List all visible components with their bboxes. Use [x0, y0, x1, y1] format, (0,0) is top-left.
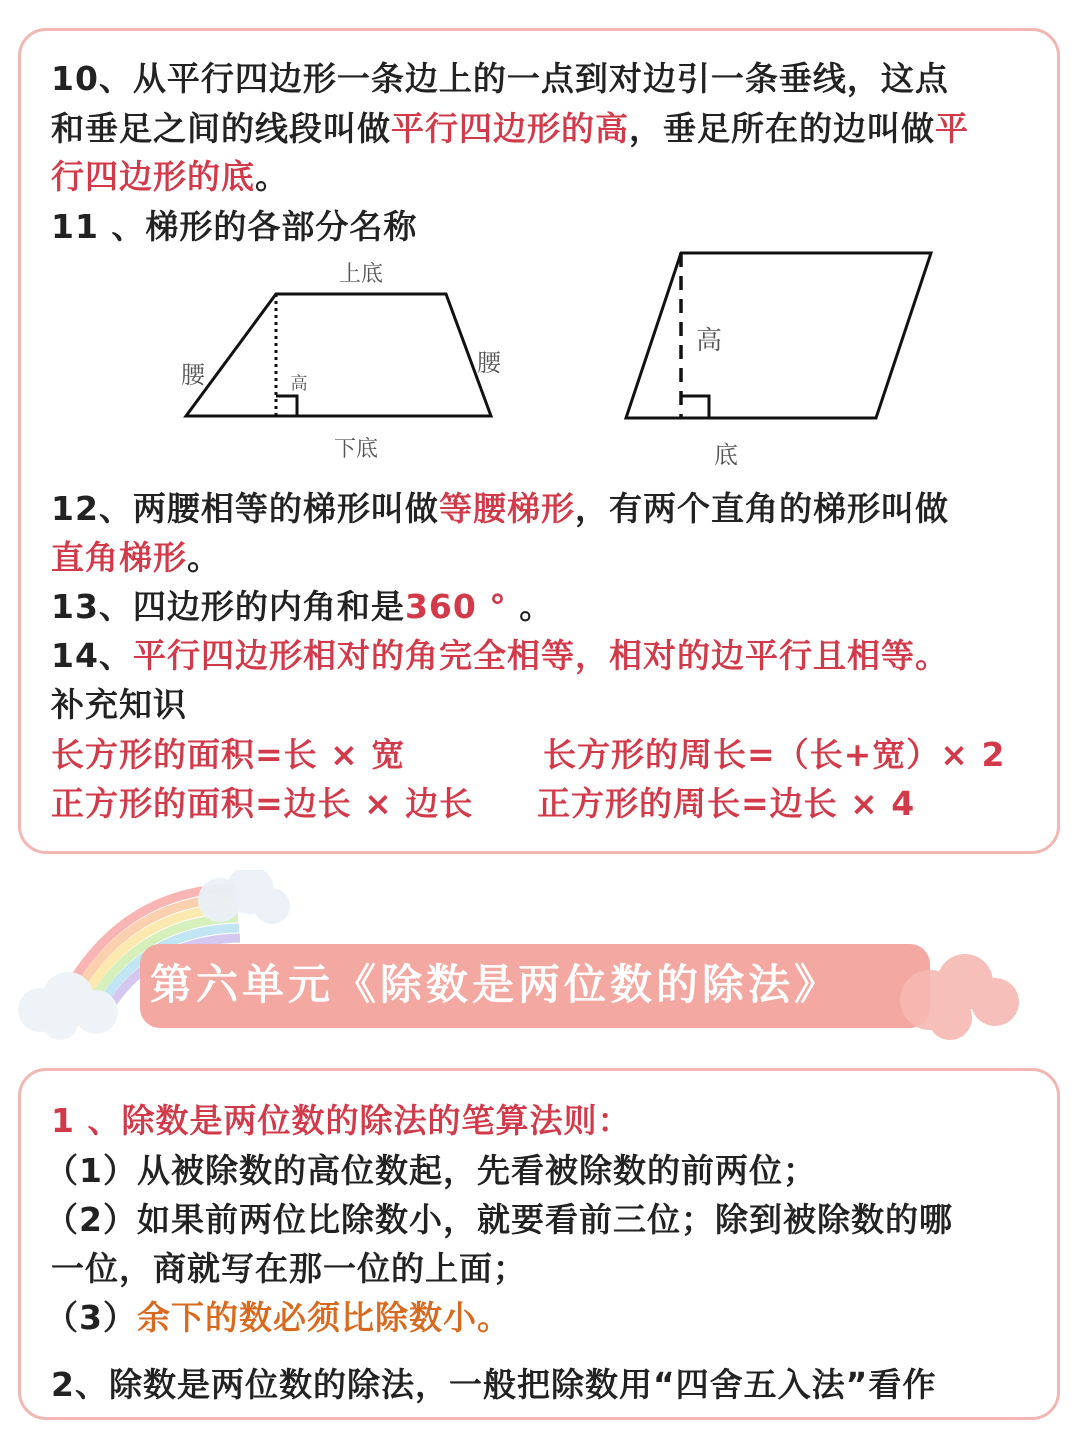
formula-square-perimeter: 正方形的周长=边长 × 4 — [537, 784, 916, 823]
term-right-trapezoid: 直角梯形 — [51, 538, 187, 577]
rule-2: 2、除数是两位数的除法，一般把除数用“四舍五入法”看作 — [51, 1365, 937, 1404]
term-parallelogram-base: 行四边形的底 — [51, 157, 255, 196]
rule-step-2: （2）如果前两位比除数小，就要看前三位；除到被除数的哪 — [45, 1200, 953, 1239]
rule-step-3: （3）余下的数必须比除数小。 — [45, 1298, 511, 1337]
text-line-12: 12、两腰相等的梯形叫做等腰梯形，有两个直角的梯形叫做 — [51, 489, 949, 528]
parallelogram-right-angle — [681, 396, 709, 418]
supplement-heading: 补充知识 — [51, 685, 187, 724]
remainder-rule: 余下的数必须比除数小 — [136, 1298, 477, 1337]
text-line-11: 11 、梯形的各部分名称 — [51, 207, 418, 246]
text-line-10: 10、从平行四边形一条边上的一点到对边引一条垂线，这点 — [51, 59, 949, 98]
trapezoid-right-angle — [276, 396, 297, 416]
trapezoid-top-base-label: 上底 — [338, 262, 384, 287]
shapes-diagram — [21, 241, 1057, 491]
text-line-10-cont: 和垂足之间的线段叫做平行四边形的高，垂足所在的边叫做平 — [51, 109, 969, 148]
text-line-10-end: 行四边形的底。 — [51, 157, 289, 196]
angle-sum-value: 360 ° — [404, 587, 507, 626]
formula-rectangle-area: 长方形的面积=长 × 宽 — [51, 735, 406, 774]
term-isosceles-trapezoid: 等腰梯形 — [438, 489, 575, 528]
trapezoid-bottom-base-label: 下底 — [333, 437, 379, 462]
text-line-14: 14、平行四边形相对的角完全相等，相对的边平行且相等。 — [51, 636, 949, 675]
trapezoid-left-leg-label: 腰 — [181, 361, 205, 389]
term-parallelogram-height: 平行四边形的高 — [391, 109, 629, 148]
formula-square-area: 正方形的面积=边长 × 边长 — [51, 784, 474, 823]
trapezoid-outline — [186, 294, 491, 416]
parallelogram-figure — [626, 253, 931, 469]
rule-step-1: （1）从被除数的高位数起，先看被除数的前两位； — [45, 1151, 817, 1190]
unit-title: 第六单元《除数是两位数的除法》 — [150, 960, 841, 1009]
rule-heading: 1 、除数是两位数的除法的笔算法则： — [51, 1101, 632, 1140]
trapezoid-right-leg-label: 腰 — [477, 349, 501, 377]
knowledge-card-division — [18, 1068, 1060, 1420]
parallelogram-outline — [626, 253, 931, 418]
rule-step-2-cont: 一位，商就写在那一位的上面； — [51, 1249, 527, 1288]
unit-banner — [0, 870, 1080, 1060]
cloud-icon — [198, 870, 290, 924]
trapezoid-figure — [181, 262, 502, 462]
text-line-13: 13、四边形的内角和是360 ° 。 — [51, 587, 554, 626]
parallelogram-base-label: 底 — [714, 441, 738, 469]
parallelogram-height-label: 高 — [695, 326, 723, 356]
knowledge-card-quadrilaterals — [18, 28, 1060, 854]
formula-rectangle-perimeter: 长方形的周长=（长+宽）× 2 — [543, 735, 1006, 774]
trapezoid-height-label: 高 — [290, 374, 308, 394]
text-line-12-cont: 直角梯形。 — [51, 538, 221, 577]
